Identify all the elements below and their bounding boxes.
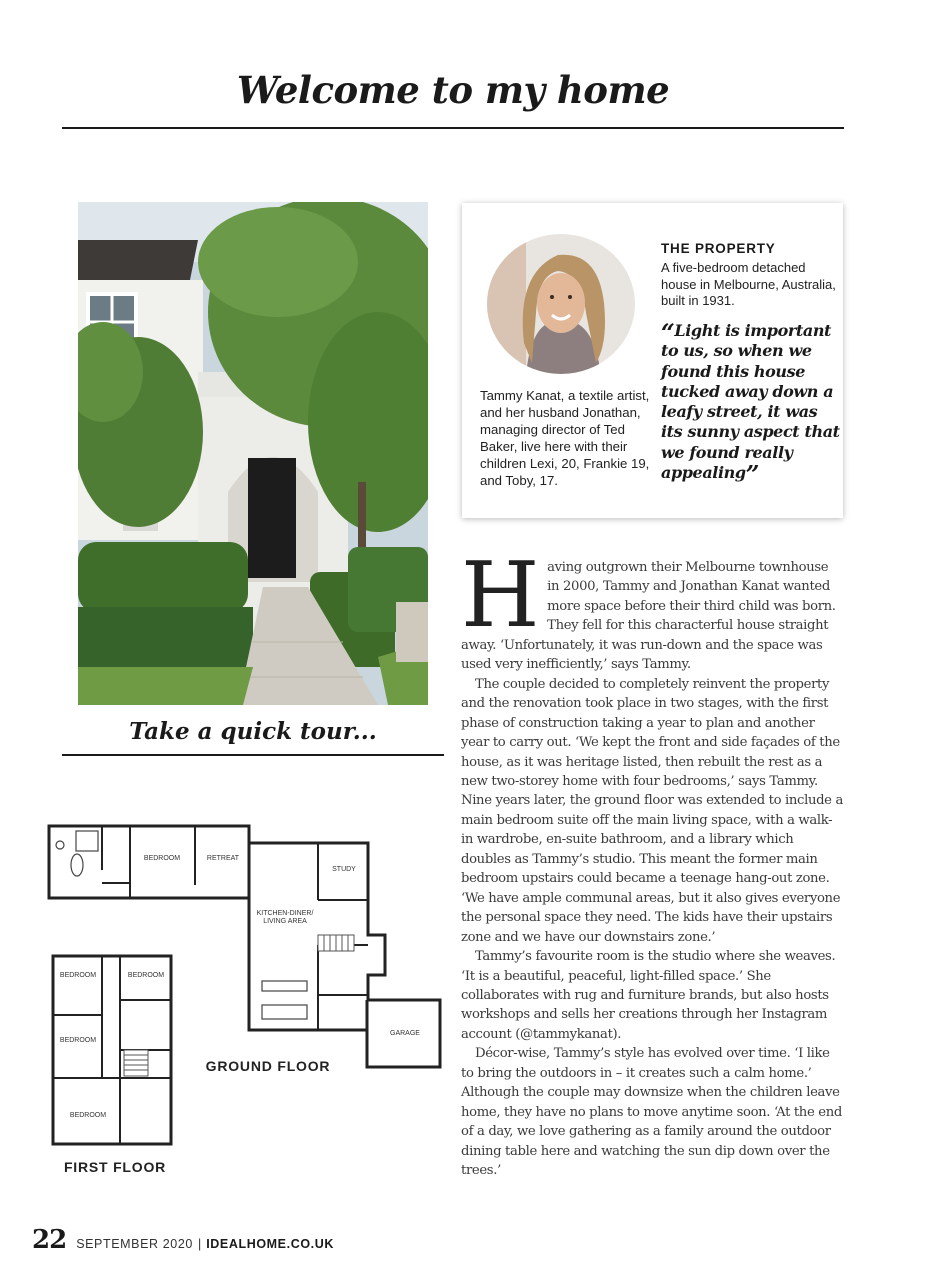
- tour-rule: [62, 754, 444, 756]
- label-bedroom-3: BEDROOM: [59, 1037, 97, 1044]
- article-paragraph-3: Tammy’s favourite room is the studio where she weaves. ‘It is a beautiful, peaceful, light-filled space.’ She collaborates with rug and furniture brands, but also hosts workshops and sells her creations through her Instagram account (@tammykanat).: [461, 949, 836, 1042]
- title-rule: [62, 127, 844, 129]
- property-description: A five-bedroom detached house in Melbourne, Australia, built in 1931.: [661, 260, 836, 308]
- issue-date: SEPTEMBER 2020: [76, 1237, 193, 1251]
- page-number: 22: [32, 1225, 67, 1255]
- tour-heading: Take a quick tour...: [129, 718, 377, 745]
- label-kitchen-1: KITCHEN-DINER/: [256, 910, 314, 917]
- profile-caption: Tammy Kanat, a textile artist, and her husband Jonathan, managing director of Ted Baker, live here with their children Lexi, 20, Frankie 19, and Toby, 17.: [480, 388, 650, 488]
- article-body: [461, 543, 843, 1181]
- profile-card: [462, 203, 843, 518]
- label-bedroom-4: BEDROOM: [69, 1112, 107, 1119]
- quote-text: Light is important to us, so when we found this house tucked away down a leafy street, it was its sunny aspect that we found really appealing: [661, 321, 840, 483]
- page-title: Welcome to my home: [236, 68, 670, 112]
- floor-plans: [40, 815, 450, 1195]
- label-study: STUDY: [332, 866, 356, 873]
- article-paragraph-4: Décor-wise, Tammy’s style has evolved over time. ‘I like to bring the outdoors in – it creates such a calm home.’ Although the couple may downsize when the children leave home, they have no plans to move anytime soon. ‘At the end of a day, we love gathering as a family around the outdoor dining table here and watching the sun dip down over the trees.’: [461, 1046, 842, 1179]
- label-bedroom-ground: BEDROOM: [143, 855, 181, 862]
- property-heading: THE PROPERTY: [661, 241, 776, 256]
- footer-separator: |: [197, 1237, 202, 1251]
- website-link[interactable]: IDEALHOME.CO.UK: [206, 1237, 334, 1251]
- drop-cap: H: [461, 543, 540, 648]
- house-photo: [78, 202, 428, 705]
- page-footer: [32, 1225, 334, 1255]
- quote-open-mark: “: [661, 318, 675, 347]
- label-bedroom-2: BEDROOM: [127, 972, 165, 979]
- first-floor-label: FIRST FLOOR: [63, 1159, 167, 1175]
- article-paragraph-1: [461, 543, 843, 675]
- label-bedroom-1: BEDROOM: [59, 972, 97, 979]
- label-garage: GARAGE: [390, 1030, 420, 1037]
- label-kitchen-2: LIVING AREA: [263, 918, 307, 925]
- portrait-photo: [486, 233, 636, 375]
- pull-quote: [661, 318, 841, 490]
- quote-close-mark: ”: [745, 460, 760, 490]
- label-retreat: RETREAT: [206, 855, 240, 862]
- article-paragraph-1-text: aving outgrown their Melbourne townhouse in 2000, Tammy and Jonathan Kanat wanted more space before their third child was born. They fell for this characterful house straight away. ‘Unfortunately, it was run-down and the space was used very inefficiently,’ says Tammy.: [461, 560, 836, 673]
- article-paragraph-2: The couple decided to completely reinvent the property and the renovation took place in two stages, with the first phase of construction taking a year to plan and another year to carry out. ‘We kept the front and side façades of the house, as it was heritage listed, then rebuilt the rest as a new two-storey home with four bedrooms,’ says Tammy. Nine years later, the ground floor was extended to include a main bedroom suite off the main living space, with a walk-in wardrobe, en-suite bathroom, and a library which doubles as Tammy’s studio. This meant the former main bedroom upstairs could became a teenage hang-out zone. ‘We have ample communal areas, but it also gives everyone the personal space they need. The kids have their upstairs zone and we have our downstairs zone.’: [461, 676, 843, 945]
- ground-floor-label: GROUND FLOOR: [205, 1058, 331, 1074]
